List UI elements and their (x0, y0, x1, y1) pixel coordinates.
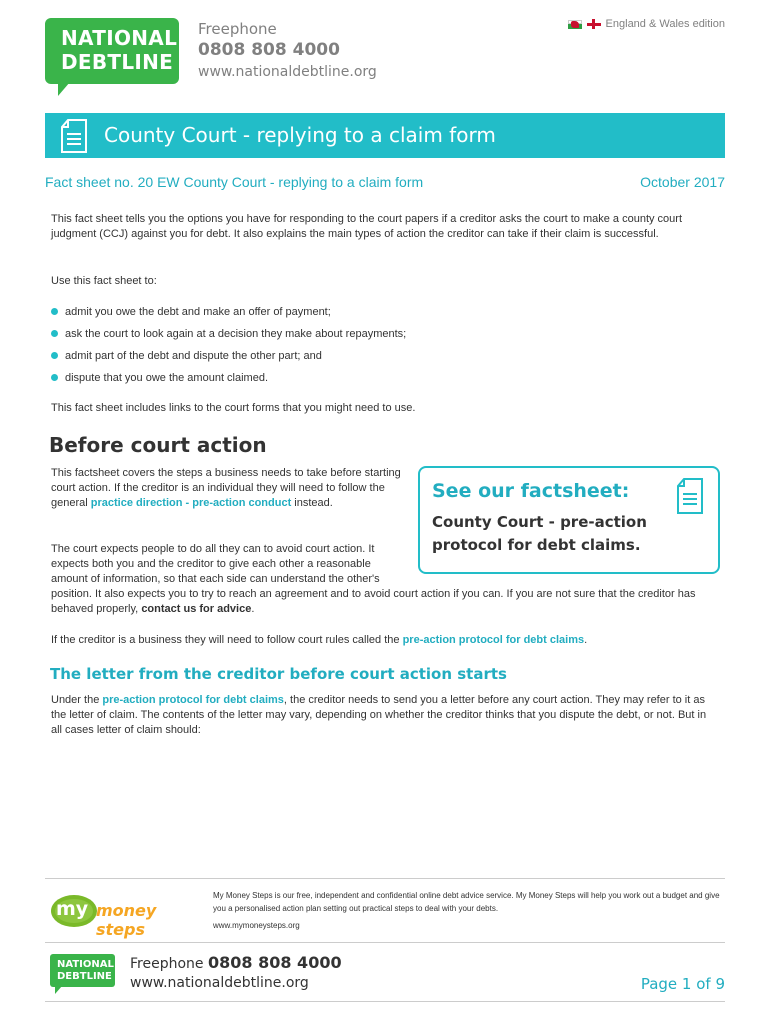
mms-logo-text: money steps (96, 901, 157, 939)
footer-freephone (130, 953, 342, 972)
letter-paragraph (51, 693, 711, 738)
footer-freephone-number[interactable]: 0808 808 4000 (207, 953, 342, 972)
list-item (51, 349, 406, 371)
footer-freephone-label: Freephone (130, 956, 204, 972)
mms-logo-my: my (56, 898, 89, 920)
text-span: instead. (291, 497, 333, 509)
footer-divider (45, 1001, 725, 1002)
text-span: . (251, 603, 255, 615)
edition-indicator (568, 18, 725, 30)
freephone-number[interactable]: 0808 808 4000 (198, 40, 340, 60)
bullet-dot-icon (51, 330, 58, 337)
pre-action-protocol-link[interactable]: pre-action protocol for debt claims (402, 634, 585, 646)
england-flag-icon (587, 19, 601, 29)
before-paragraph-2 (51, 542, 711, 617)
logo-line-1: NATIONAL (57, 959, 114, 970)
list-item (51, 371, 406, 393)
list-item-text: dispute that you owe the amount claimed. (65, 372, 269, 384)
logo-speech-tail (58, 82, 70, 96)
my-money-steps-link[interactable]: www.mymoneysteps.org (213, 921, 300, 930)
list-item (51, 305, 406, 327)
list-item-text: ask the court to look again at a decision they make about repayments; (65, 328, 407, 340)
document-icon (676, 478, 704, 514)
list-item-text: admit part of the debt and dispute the other part; and (65, 350, 322, 362)
edition-label: England & Wales edition (605, 18, 725, 30)
text-span: Under the (51, 694, 103, 706)
logo-speech-tail (55, 986, 62, 994)
callout-body[interactable]: County Court - pre-action protocol for debt claims. (432, 513, 647, 554)
text-span: This factsheet covers the steps a business needs to take before starting court action. If the creditor is an individual they will need to follow the general (51, 467, 401, 509)
document-icon (60, 119, 88, 153)
my-money-steps-logo[interactable] (50, 894, 200, 939)
before-paragraph-1 (51, 466, 407, 511)
page-number: Page 1 of 9 (640, 975, 725, 993)
list-item-text: admit you owe the debt and make an offer of payment; (65, 306, 331, 318)
logo-line-1: NATIONAL (61, 26, 178, 50)
my-money-steps-description: My Money Steps is our free, independent and confidential online debt advice service. My Money Steps will help you work out a budget and give you a personalised action plan setting out practical steps to deal with your debts. (213, 891, 720, 913)
practice-direction-link[interactable]: practice direction - pre-action conduct (90, 497, 292, 509)
purpose-list (51, 305, 406, 393)
fact-sheet-date: October 2017 (640, 174, 725, 190)
bullet-dot-icon (51, 352, 58, 359)
fact-sheet-number: Fact sheet no. 20 EW County Court - replying to a claim form (45, 174, 424, 190)
logo-line-2: DEBTLINE (57, 971, 112, 982)
page-title: County Court - replying to a claim form (104, 123, 496, 147)
logo-line-2: DEBTLINE (61, 50, 174, 74)
text-span: , the creditor needs to send you a letter before any court action. They may refer to it as the letter of claim. The contents of the letter may vary, depending on whether the creditor thinks that you dispute the debt, or not. But in all cases letter of claim should: (51, 694, 707, 736)
forms-links-note: This fact sheet includes links to the court forms that you might need to use. (51, 402, 416, 414)
wales-flag-icon (568, 20, 582, 29)
bullet-dot-icon (51, 308, 58, 315)
website-link[interactable]: www.nationaldebtline.org (198, 64, 377, 80)
intro-paragraph: This fact sheet tells you the options you have for responding to the court papers if a creditor asks the court to make a county court judgment (CCJ) against you for debt. It also explains the main types of action the creditor can take if their claim is successful. (51, 213, 683, 240)
text-span: . (584, 634, 588, 646)
callout-title: See our factsheet: (432, 480, 630, 502)
footer-website-link[interactable]: www.nationaldebtline.org (130, 975, 309, 991)
before-court-action-heading: Before court action (49, 433, 267, 457)
footer-divider (45, 942, 725, 943)
footer-divider (45, 878, 725, 879)
pre-action-protocol-link[interactable]: pre-action protocol for debt claims (102, 694, 284, 706)
freephone-label: Freephone (198, 20, 277, 38)
footer-national-debtline-logo[interactable] (50, 954, 115, 987)
text-span: If the creditor is a business they will need to follow court rules called the (51, 634, 403, 646)
national-debtline-logo[interactable] (45, 18, 179, 84)
use-this-label: Use this fact sheet to: (51, 275, 157, 287)
text-span: The court expects people to do all they can to avoid court action. It expects both you and the creditor to give each other a reasonable amount of information, so that each side can understand the other's position. It also expects you to try to reach an agreement and to avoid court action if you can. If you are not sure that the creditor has behaved properly, (51, 543, 696, 615)
list-item (51, 327, 406, 349)
bullet-dot-icon (51, 374, 58, 381)
court-rules-paragraph (51, 633, 587, 648)
contact-us-link[interactable]: contact us for advice (141, 603, 252, 615)
title-banner (45, 113, 725, 158)
letter-heading: The letter from the creditor before court action starts (50, 665, 507, 683)
